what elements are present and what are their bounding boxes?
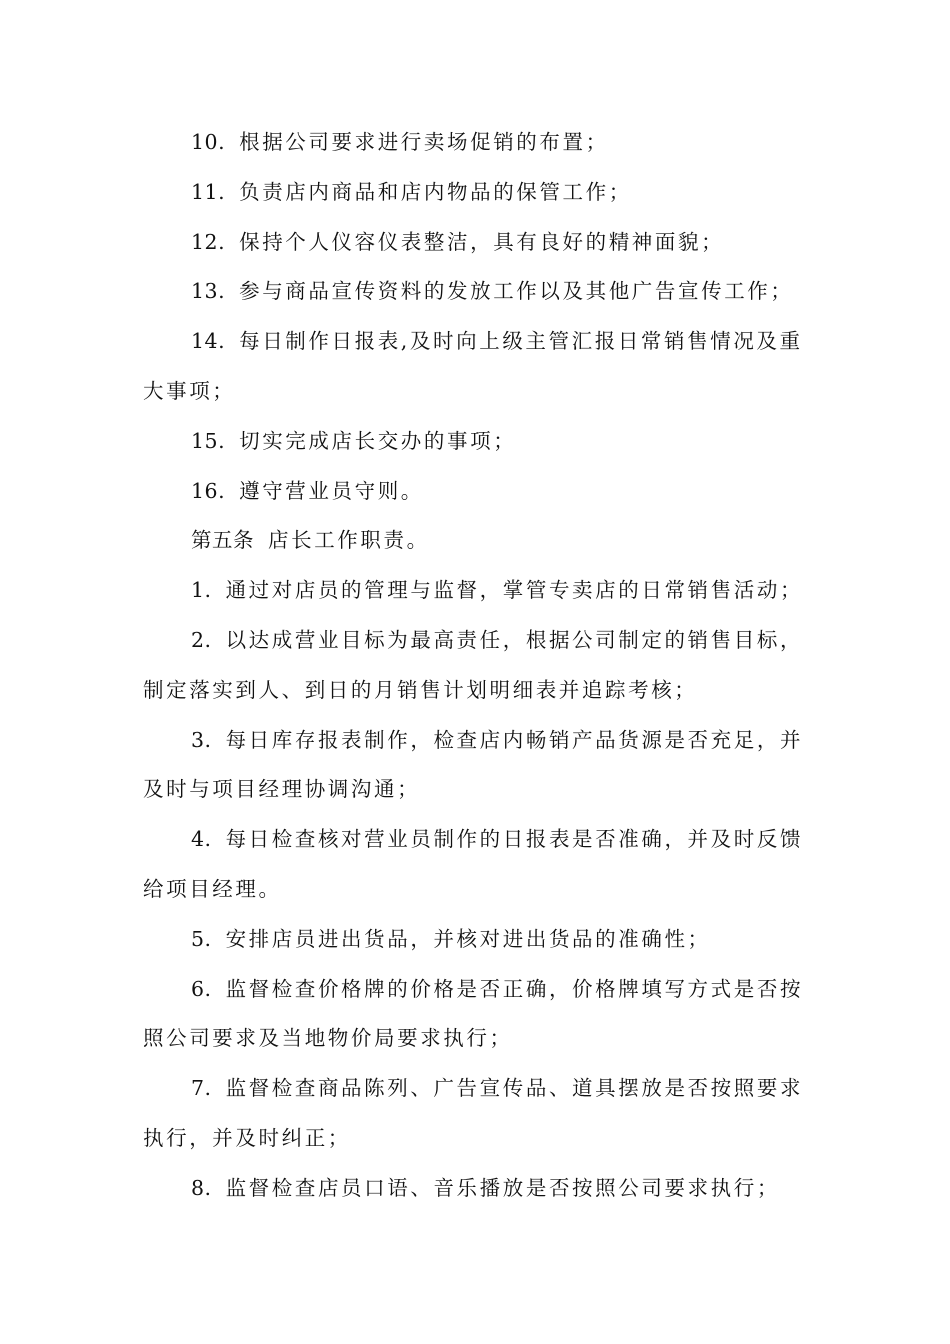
item-text: 每日检查核对营业员制作的日报表是否准确，并及时反馈给项目经理。 <box>143 827 804 901</box>
item-text: 保持个人仪容仪表整洁，具有良好的精神面貌； <box>239 229 725 254</box>
list-item <box>143 1164 808 1214</box>
document-body <box>143 118 808 1214</box>
item-number: 10. <box>191 130 226 154</box>
list-item <box>143 118 808 168</box>
item-number: 1. <box>191 578 212 603</box>
item-text: 负责店内商品和店内物品的保管工作； <box>239 179 632 204</box>
item-text: 通过对店员的管理与监督，掌管专卖店的日常销售活动； <box>225 578 804 603</box>
item-number: 14. <box>191 329 226 354</box>
item-number: 3. <box>191 727 212 752</box>
item-number: 11. <box>191 179 226 204</box>
list-item <box>143 267 808 317</box>
list-item <box>143 218 808 268</box>
item-text: 切实完成店长交办的事项； <box>239 428 517 453</box>
item-number: 15. <box>191 428 226 453</box>
list-item <box>143 168 808 218</box>
list-item <box>143 915 808 965</box>
list-item <box>143 965 808 1065</box>
item-text: 以达成营业目标为最高责任，根据公司制定的销售目标，制定落实到人、到日的月销售计划明细表并追踪考核； <box>143 627 804 702</box>
item-text: 每日制作日报表,及时向上级主管汇报日常销售情况及重大事项； <box>143 329 803 403</box>
item-number: 4. <box>191 827 212 852</box>
item-number: 12. <box>191 229 226 254</box>
item-text: 根据公司要求进行卖场促销的布置； <box>239 130 609 154</box>
item-text: 每日库存报表制作，检查店内畅销产品货源是否充足，并及时与项目经理协调沟通； <box>143 727 804 802</box>
list-item <box>143 467 808 517</box>
item-number: 8. <box>191 1175 212 1200</box>
item-number: 6. <box>191 976 212 1001</box>
list-item <box>143 417 808 467</box>
section-number: 第五条 <box>191 528 254 553</box>
section-heading <box>143 516 808 566</box>
item-text: 遵守营业员守则。 <box>239 478 424 503</box>
item-number: 5. <box>191 926 212 951</box>
item-number: 7. <box>191 1076 212 1101</box>
item-number: 16. <box>191 478 226 503</box>
list-item <box>143 815 808 915</box>
list-item <box>143 716 808 816</box>
item-text: 监督检查商品陈列、广告宣传品、道具摆放是否按照要求执行，并及时纠正； <box>143 1076 804 1150</box>
section-title: 店长工作职责。 <box>268 528 430 553</box>
list-item <box>143 616 808 716</box>
list-item <box>143 317 808 417</box>
item-number: 2. <box>191 627 212 652</box>
list-item <box>143 566 808 616</box>
list-item <box>143 1064 808 1164</box>
item-text: 参与商品宣传资料的发放工作以及其他广告宣传工作； <box>239 279 794 304</box>
item-text: 监督检查价格牌的价格是否正确，价格牌填写方式是否按照公司要求及当地物价局要求执行； <box>143 976 804 1051</box>
item-text: 监督检查店员口语、音乐播放是否按照公司要求执行； <box>225 1175 780 1200</box>
item-number: 13. <box>191 279 226 304</box>
item-text: 安排店员进出货品，并核对进出货品的准确性； <box>225 926 711 951</box>
